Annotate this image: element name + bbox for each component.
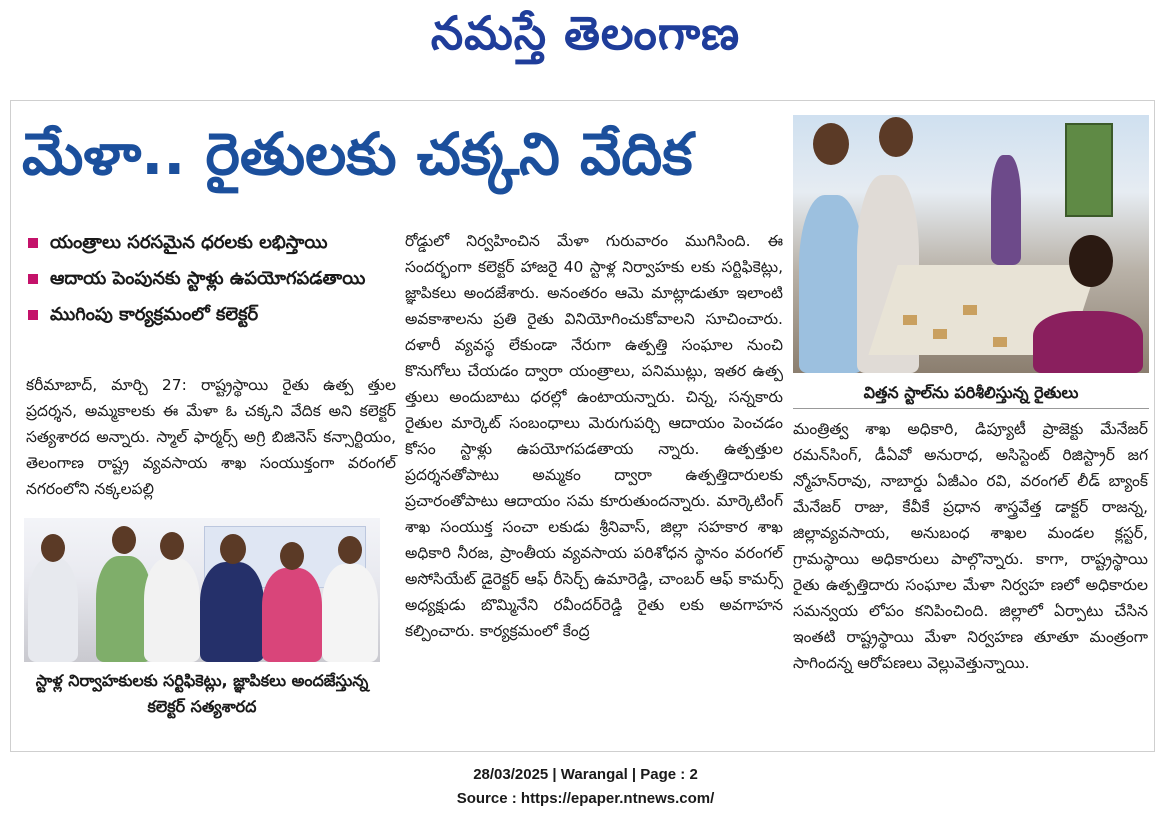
newspaper-logo: నమస్తే తెలంగాణ — [430, 6, 741, 60]
article-column-3: మంత్రిత్వ శాఖ అధికారి, డిప్యూటీ ప్రాజెక్టు మేనేజర్ రమన్‌సింగ్, డీఏవో అనురాధ, అసిస్టెంట్ రిజిస్ట్రార్ జగ న్మోహన్‌రావు, నాబార్డు ఏజీఎం రవి, వరంగల్ లీడ్ బ్యాంక్ మేనేజర్ రాజు, కేవీకే ప్రధాన శాస్త్రవేత్త డాక్టర్ రాజన్న, జిల్లావ్యవసాయ, అనుబంధ శాఖల మండల క్లస్టర్, గ్రామస్థాయి అధికారులు పాల్గొన్నారు. కాగా, రాష్ట్రస్థాయి రైతు ఉత్పత్తిదారు సంఘాల మేళా నిర్వహ ణలో అధికారుల సమన్వయ లోపం కనిపించింది. జిల్లాలో ఏర్పాటు చేసిన ఇంతటి రాష్ట్రస్థాయి మేళా నిర్వహణ తూతూ మంత్రంగా సాగిందన్న ఆరోపణలు వెల్లువెత్తున్నాయి. — [793, 420, 1148, 672]
article-headline: మేళా.. రైతులకు చక్కని వేదిక — [22, 120, 693, 188]
bullet-text: ఆదాయ పెంపునకు స్టాళ్లు ఉపయోగపడతాయి — [50, 268, 366, 289]
bullet-item — [26, 264, 396, 294]
bullet-square-icon — [28, 310, 38, 320]
footer-date-edition: 28/03/2025 | Warangal | Page : 2 — [473, 766, 698, 783]
bullet-text: ముగింపు కార్యక్రమంలో కలెక్టర్ — [50, 304, 259, 325]
photo2-caption: విత్తన స్టాల్‌ను పరిశీలిస్తున్న రైతులు — [793, 380, 1149, 409]
bullet-square-icon — [28, 238, 38, 248]
article-column-1: కరీమాబాద్, మార్చి 27: రాష్ట్రస్థాయి రైతు ఉత్ప త్తుల ప్రదర్శన, అమ్మకాలకు ఈ మేళా ఓ చక్కని వేదిక అని కలెక్టర్ సత్యశారద అన్నారు. స్మాల్ ఫార్మర్స్ అగ్రి బిజినెస్ కన్సార్టియం, తెలంగాణ రాష్ట్ర వ్యవసాయ శాఖ సంయుక్తంగా వరంగల్ నగరంలోని నక్కలపల్లి — [26, 376, 396, 498]
masthead — [0, 0, 1171, 80]
photo-seed-stall — [793, 115, 1149, 373]
article-column-2: రోడ్డులో నిర్వహించిన మేళా గురువారం ముగిసింది. ఈ సందర్భంగా కలెక్టర్ హాజరై 40 స్టాళ్ల నిర్వాహకు లకు సర్టిఫికెట్లు, జ్ఞాపికలు అందజేశారు. అనంతరం ఆమె మాట్లాడుతూ ఇలాంటి అవకాశాలను ప్రతి రైతు వినియోగించుకోవాలని సూచించారు. దళారీ వ్యవస్థ లేకుండా నేరుగా ఉత్పత్తి సంఘాల నుంచి కొనుగోలు చేయడం ద్వారా యంత్రాలు, పనిముట్లు, ఇతర ఉత్ప త్తులు అందుబాటు ధరల్లో ఉంటాయన్నారు. చిన్న, సన్నకారు రైతుల మార్కెట్ సంబంధాలు మెరుగుపర్చి ఆదాయం పెంచడం కోసం స్టాళ్లు ఉపయోగపడతాయ న్నారు. ఉత్పత్తుల ప్రదర్శనతోపాటు అమ్మకం ద్వారా ఉత్పత్తిదారులకు ప్రచారంతోపాటు ఆదాయం సమ కూరుతుందన్నారు. మార్కెటింగ్ శాఖ సంయుక్త సంచా లకుడు శ్రీనివాస్, జిల్లా సహకార శాఖ అధికారి నీరజ, ప్రాంతీయ వ్యవసాయ పరిశోధన స్థానం వరంగల్ అసోసియేట్ డైరెక్టర్ ఆఫ్ రీసెర్చ్ ఉమారెడ్డి, చాంబర్ ఆఫ్ కామర్స్ అధ్యక్షుడు బొమ్మినేని రవీందర్‌రెడ్డి రైతు లకు అవగాహన కల్పించారు. కార్యక్రమంలో కేంద్ర — [405, 232, 783, 640]
photo1-caption: స్టాళ్ల నిర్వాహకులకు సర్టిఫికెట్లు, జ్ఞాపికలు అందజేస్తున్న కలెక్టర్ సత్యశారద — [35, 671, 369, 716]
footer-source: Source : https://epaper.ntnews.com/ — [456, 790, 715, 807]
bullet-list — [26, 228, 396, 336]
bullet-text: యంత్రాలు సరసమైన ధరలకు లభిస్తాయి — [50, 232, 328, 253]
bullet-square-icon — [28, 274, 38, 284]
bullet-item — [26, 228, 396, 258]
photo-certificate-ceremony — [24, 518, 380, 662]
bullet-item — [26, 300, 396, 330]
